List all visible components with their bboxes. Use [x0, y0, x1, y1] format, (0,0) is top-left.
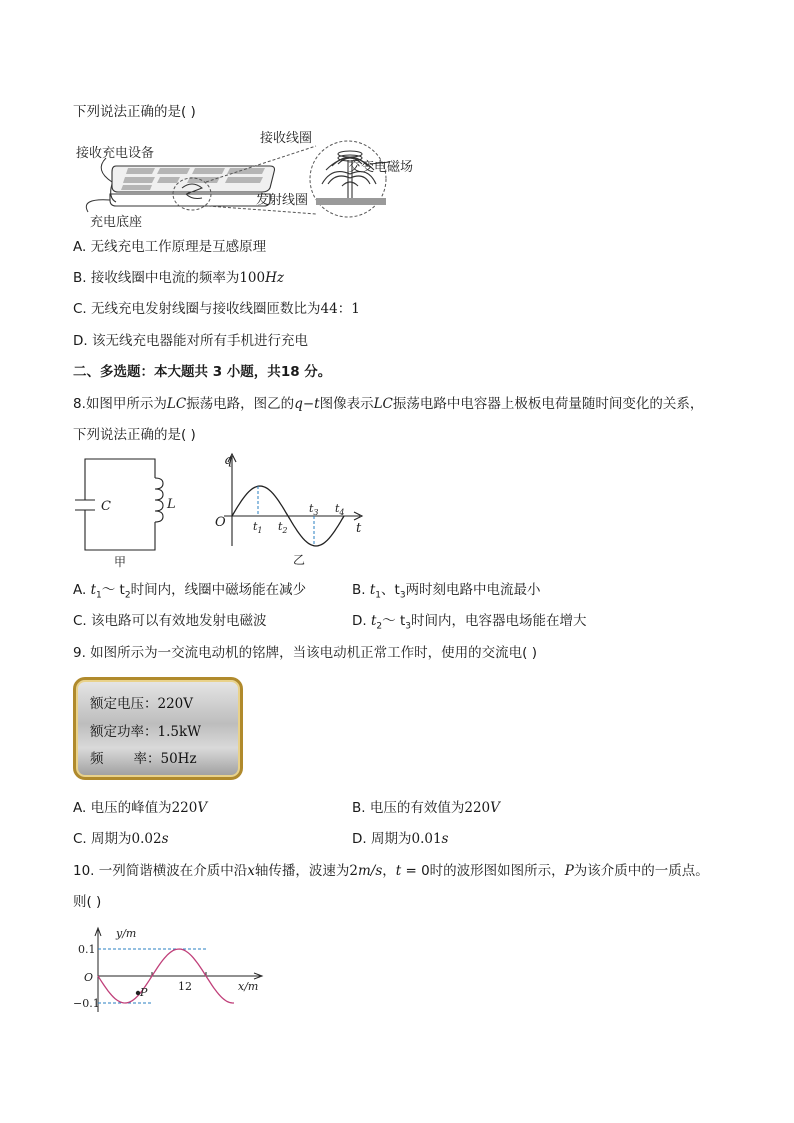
- q8-option-c: C. 该电路可以有效地发射电磁波: [73, 613, 267, 629]
- t-axis-label: t: [356, 521, 362, 536]
- motor-nameplate: [73, 677, 243, 780]
- q8-stem-line1: 8.如图甲所示为LC振荡电路，图乙的q−t图像表示LC振荡电路中电容器上极板电荷量随时间变化的关系，: [73, 396, 704, 412]
- q8-option-d: D. $t_2\sim$ $t_3$时间内，电容器电场能在增大: [352, 613, 587, 632]
- x-axis-label: x/m: [238, 980, 259, 993]
- charging-base-body: [110, 194, 270, 206]
- origin-label: O: [84, 971, 94, 984]
- label-field: 交变电磁场: [348, 160, 414, 175]
- lc-circuit-figure: [70, 452, 185, 570]
- circuit-wire-bottom: [85, 510, 155, 550]
- label-device: 接收充电设备: [76, 146, 155, 161]
- label-receive-coil: 接收线圈: [260, 131, 313, 146]
- q10-stem-line1: 10. 一列简谐横波在介质中沿x轴传播，波速为2m/s，t = 0时的波形图如图所示，P为该介质中的一质点。: [73, 863, 709, 879]
- nameplate-voltage: 额定电压：220V: [90, 696, 194, 712]
- q8-option-b: B. $t_1$、$t_3$两时刻电路中电流最小: [352, 582, 541, 601]
- device-pointer: [101, 158, 112, 182]
- t4-label: $t_4$: [335, 502, 345, 517]
- inductor-label: L: [167, 497, 176, 512]
- y-tick-bottom: −0.1: [73, 997, 100, 1010]
- inductor-coil: [155, 478, 163, 522]
- q7-option-a: A. 无线充电工作原理是互感原理: [73, 239, 267, 255]
- transmit-coil-plate: [316, 198, 386, 205]
- wireless-charger-figure: [70, 126, 425, 230]
- x-tick-12-label: 12: [178, 980, 192, 993]
- circuit-wire-top: [85, 459, 155, 500]
- point-p-label: P: [140, 986, 148, 999]
- t3-label: $t_3$: [309, 502, 319, 517]
- q8-stem-line2: 下列说法正确的是( ): [73, 427, 196, 443]
- nameplate-frequency: 频 率：50Hz: [90, 751, 197, 767]
- q7-option-c: C. 无线充电发射线圈与接收线圈匝数比为44：1: [73, 301, 360, 317]
- wave-graph: [72, 924, 272, 1016]
- q9-option-d: D. 周期为0.01s: [352, 831, 449, 847]
- section-heading-multiple-choice: 二、多选题：本大题共 3 小题，共18 分。: [73, 364, 332, 380]
- q9-option-c: C. 周期为0.02s: [73, 831, 169, 847]
- q8-option-a: A. $t_1\sim$ $t_2$时间内，线圈中磁场能在减少: [73, 582, 307, 601]
- q9-stem: 9. 如图所示为一交流电动机的铭牌，当该电动机正常工作时，使用的交流电( ): [73, 645, 537, 661]
- q-t-graph: [210, 450, 370, 572]
- q7-option-d: D. 该无线充电器能对所有手机进行充电: [73, 333, 308, 349]
- q10-stem-line2: 则( ): [73, 894, 102, 910]
- q9-option-b: B. 电压的有效值为220V: [352, 800, 500, 816]
- q7-stem: 下列说法正确的是( ): [73, 104, 196, 120]
- label-transmit-coil: 发射线圈: [256, 193, 309, 208]
- q9-option-a: A. 电压的峰值为220V: [73, 800, 208, 816]
- t1-label: $t_1$: [253, 520, 263, 535]
- origin-label: O: [215, 515, 226, 530]
- q7-option-b: B. 接收线圈中电流的频率为100Hz: [73, 270, 285, 286]
- t2-label: $t_2$: [278, 520, 288, 535]
- capacitor-label: C: [101, 499, 111, 514]
- y-tick-top: 0.1: [78, 943, 96, 956]
- graph-caption: 乙: [293, 553, 306, 567]
- circuit-caption: 甲: [114, 555, 127, 569]
- q-axis-label: q: [224, 453, 233, 468]
- nameplate-power: 额定功率：1.5kW: [90, 724, 202, 740]
- label-base: 充电底座: [90, 215, 143, 230]
- y-axis-label: y/m: [116, 927, 137, 940]
- base-pointer: [86, 200, 110, 212]
